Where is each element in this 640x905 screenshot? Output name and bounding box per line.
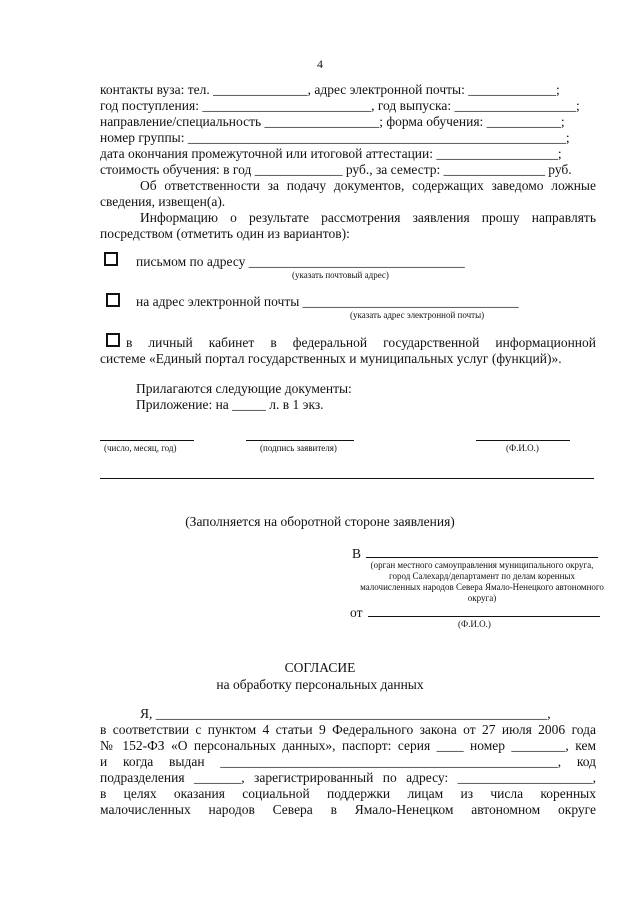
sign-label: (подпись заявителя) <box>260 443 337 453</box>
info-line2: посредством (отметить один из вариантов): <box>100 226 350 241</box>
year-field: год поступления: _________________________, год выпуска: __________________; <box>100 98 580 113</box>
consent-line2: в соответствии с пунктом 4 статьи 9 Федерального закона от 27 июля 2006 года <box>100 722 596 737</box>
reverse-note: (Заполняется на оборотной стороне заявления) <box>185 514 455 529</box>
direction-field: направление/специальность _________________; форма обучения: ___________; <box>100 114 565 129</box>
from-fio-label: (Ф.И.О.) <box>458 619 491 629</box>
consent-line1: Я, __________________________________________________________, <box>140 706 551 721</box>
date-end-field: дата окончания промежуточной или итоговой аттестации: __________________; <box>100 146 562 161</box>
mail-note: (указать почтовый адрес) <box>292 270 389 280</box>
consent-subtitle: на обработку персональных данных <box>216 677 424 692</box>
separator-rule <box>100 478 594 479</box>
page-number: 4 <box>317 57 323 71</box>
attachments-title: Прилагаются следующие документы: <box>136 381 352 396</box>
responsibility-line2: сведения, извещен(а). <box>100 194 226 209</box>
fio-label: (Ф.И.О.) <box>506 443 539 453</box>
addressee-from: от <box>350 605 363 620</box>
consent-line5: подразделения _______, зарегистрированный по адресу: ____________________, <box>100 770 596 785</box>
email-option: на адрес электронной почты ________________________________ <box>136 294 519 309</box>
mail-checkbox[interactable] <box>104 252 118 266</box>
contacts-field: контакты вуза: тел. ______________, адрес электронной почты: _____________; <box>100 82 560 97</box>
addressee-to: В <box>352 546 362 561</box>
consent-line6: в целях оказания социальной поддержки лицам из числа коренных <box>100 786 596 801</box>
sign-rule <box>246 440 354 441</box>
appendix-line: Приложение: на _____ л. в 1 экз. <box>136 397 324 412</box>
consent-line7: малочисленных народов Севера в Ямало-Ненецком автономном округе <box>100 802 596 817</box>
mail-option: письмом по адресу ________________________________ <box>136 254 465 269</box>
cabinet-checkbox[interactable] <box>106 333 120 347</box>
addressee-rule <box>366 557 598 558</box>
cabinet-line2: системе «Единый портал государственных и муниципальных услуг (функций)». <box>100 351 562 366</box>
consent-line4: и когда выдан __________________________________________________, код <box>100 754 596 769</box>
info-line1: Информацию о результате рассмотрения заявления прошу направлять <box>140 210 596 225</box>
cost-field: стоимость обучения: в год _____________ руб., за семестр: _______________ руб. <box>100 162 572 177</box>
email-checkbox[interactable] <box>106 293 120 307</box>
fio-rule <box>476 440 570 441</box>
consent-line3: № 152-ФЗ «О персональных данных», паспорт: серия ____ номер ________, кем <box>100 738 596 753</box>
from-rule <box>368 616 600 617</box>
responsibility-line1: Об ответственности за подачу документов, содержащих заведомо ложные <box>140 178 596 193</box>
group-field: номер группы: ________________________________________________________; <box>100 130 570 145</box>
cabinet-line1: в личный кабинет в федеральной государственной информационной <box>126 335 596 350</box>
consent-title: СОГЛАСИЕ <box>284 660 356 675</box>
date-rule <box>100 440 194 441</box>
email-note: (указать адрес электронной почты) <box>350 310 485 320</box>
org-note: (орган местного самоуправления муниципального округа, город Салехард/департамент по делам коренных малочисленных народов Севера Ямало-Ненецкого автономного округа) <box>360 560 604 603</box>
date-label: (число, месяц, год) <box>104 443 177 453</box>
